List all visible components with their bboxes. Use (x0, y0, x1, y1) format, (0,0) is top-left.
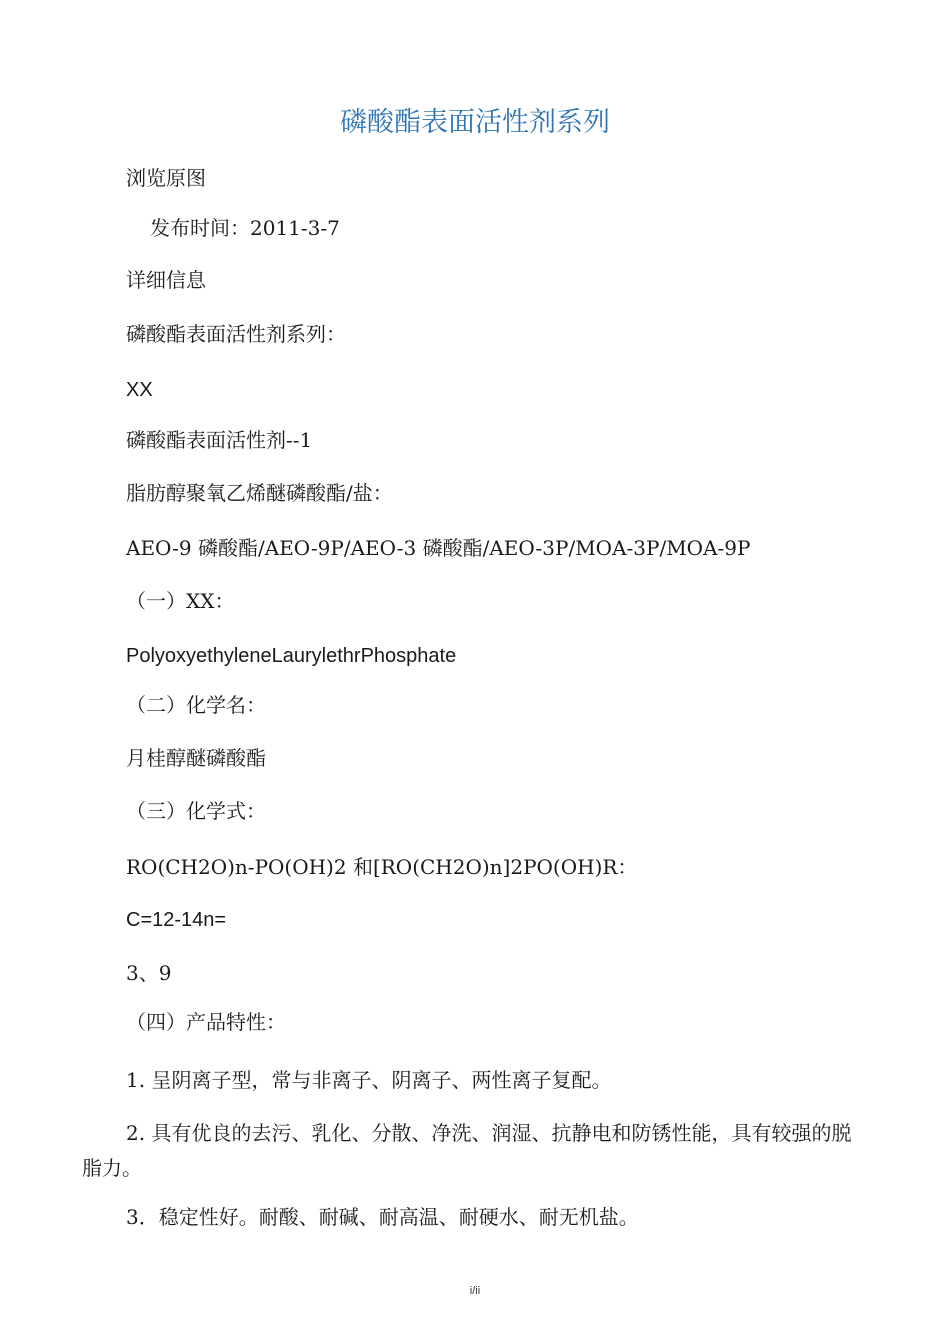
chemical-name: 月桂醇醚磷酸酯 (126, 746, 266, 770)
chemical-formula: RO(CH2O)n-PO(OH)2 和[RO(CH2O)n]2PO(OH)R： (126, 855, 638, 879)
section-3-heading: （三）化学式： (126, 799, 266, 823)
feature-item: 1. 呈阴离子型，常与非离子、阴离子、两性离子复配。 (126, 1068, 612, 1092)
english-name: PolyoxyethyleneLaurylethrPhosphate (126, 645, 457, 667)
series-heading: 磷酸酯表面活性剂系列： (126, 322, 346, 346)
page-number: i/ii (469, 1285, 481, 1297)
document-title: 磷酸酯表面活性剂系列 (340, 107, 610, 138)
aeo-product-list: AEO-9 磷酸酯/AEO-9P/AEO-3 磷酸酯/AEO-3P/MOA-3P/MOA-9P (126, 536, 751, 560)
feature-item: 2. 具有优良的去污、乳化、分散、净洗、润湿、抗静电和防锈性能，具有较强的脱脂力。 (82, 1121, 852, 1180)
section-4-heading: （四）产品特性： (126, 1010, 286, 1034)
fatty-alcohol-heading: 脂肪醇聚氧乙烯醚磷酸酯/盐： (126, 481, 393, 505)
details-heading: 详细信息 (126, 268, 206, 292)
carbon-range: C=12-14n= (126, 909, 227, 931)
browse-original-text: 浏览原图 (126, 166, 206, 190)
section-2-heading: （二）化学名： (126, 693, 266, 717)
n-values: 3、9 (126, 961, 172, 985)
feature-item: 3．稳定性好。耐酸、耐碱、耐高温、耐硬水、耐无机盐。 (126, 1205, 639, 1229)
xx-text: XX (126, 379, 153, 401)
section-1-heading: （一）XX： (126, 589, 235, 613)
item-1-heading: 磷酸酯表面活性剂--1 (126, 428, 313, 452)
publish-time: 发布时间：2011-3-7 (150, 216, 340, 240)
